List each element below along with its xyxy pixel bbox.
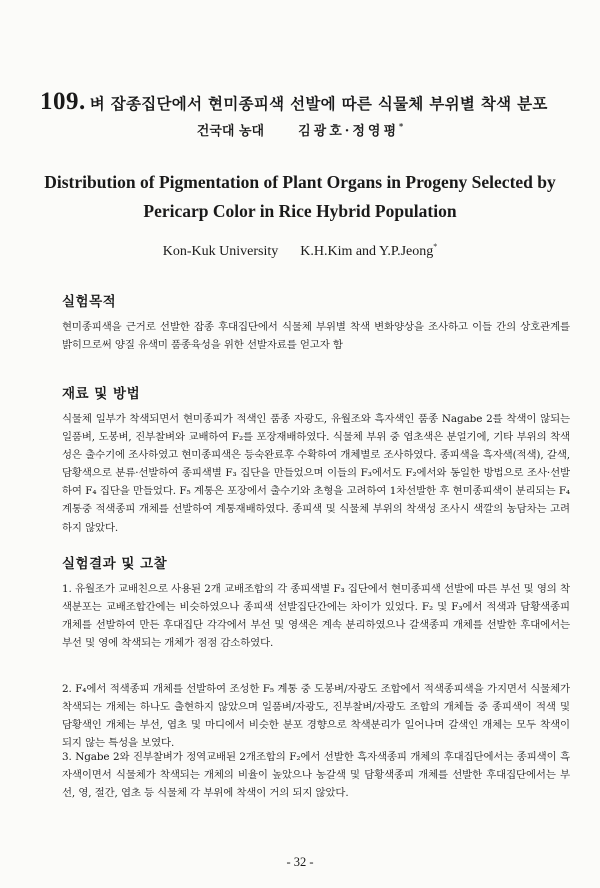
english-title [0,168,600,226]
korean-byline [0,120,600,139]
english-byline [0,242,600,260]
abstract-number: 109. [40,88,86,115]
korean-title: 벼 잡종집단에서 현미종피색 선발에 따른 식물체 부위별 착색 분포 [89,94,548,113]
methods-text: 식물체 일부가 착색되면서 현미종피가 적색인 품종 자광도, 유월조와 흑자색인 품종 Nagabe 2를 착색이 않되는 일품벼, 도봉벼, 진부찰벼와 교배하여 F₂를 포장재배하였다. 식물체 부위 중 엽초색은 분얼기에, 기타 부위의 착색성은 출수기에 조사하였고 현미종피색은 등숙완료후 수확하여 개체별로 조사하였다. 종피색을 흑자색(적색), 갈색, 담황색으로 분류·선발하여 종피색별 F₃ 집단을 만들었으며 이들의 F₃에서도 F₂에서와 동일한 방법으로 조사·선발하여 F₄ 집단을 만들었다. F₅ 계통은 포장에서 출수기와 초형을 고려하여 1차선발한 후 현미종피색이 분리되는 F₄ 계통중 적색종피 개체를 선발하여 계통재배하였다. 종피색 및 식물체 부위의 착색성 조사시 색깔의 농담차는 고려하지 않았다. [62,413,570,534]
objective-text: 현미종피색을 근거로 선발한 잡종 후대집단에서 식물체 부위별 착색 변화양상을 조사하고 이들 간의 상호관계를 밝히므로써 양질 유색미 품종육성을 위한 선발자료를 얻고자 함 [62,321,570,352]
results-item-3: 3. Ngabe 2와 진부찰벼가 정역교배된 2개조합의 F₂에서 선발한 흑자색종피 개체의 후대집단에서는 종피색이 흑자색이면서 식물체가 착색되는 개체의 비율이 높았으나 농갈색 및 담황색종피 개체를 선발한 후대집단에서는 부선, 영, 절간, 엽초 등 식물체 각 부위에 착색이 거의 되지 않았다. [62,751,570,800]
results-item-1: 1. 유월조가 교배친으로 사용된 2개 교배조합의 각 종피색별 F₃ 집단에서 현미종피색 선발에 따른 부선 및 영의 착색분포는 교배조합간에는 비슷하였으나 종피색 선발집단간에는 차이가 있었다. F₂ 및 F₃에서 적색과 담황색종피 개체를 선발하여 만든 후대집단 각각에서 부선 및 영색은 계속 분리하였으나 갈색종피 개체를 선발한 후대에서는 부선 및 영에 착색되는 개체가 점점 감소하였다. [62,583,570,650]
english-title-line-1: Distribution of Pigmentation of Plant Organs in Progeny Selected by [44,172,556,192]
korean-affiliation: 건국대 농대 [196,124,265,139]
english-title-line-2: Pericarp Color in Rice Hybrid Population [143,201,457,221]
english-affiliation: Kon-Kuk University [162,244,279,259]
methods-heading: 재료 및 방법 [62,386,141,402]
page-number: - 32 - [286,855,314,869]
english-authors: K.H.Kim and Y.P.Jeong [300,244,434,259]
results-item-2: 2. F₄에서 적색종피 개체를 선발하여 조성한 F₅ 계통 중 도봉벼/자광도 조합에서 적색종피색을 가지면서 식물체가 착색되는 개체는 하나도 출현하지 않았으며 일품벼/자광도, 진부찰벼/자광도 조합의 개체들 중 종피색이 적색 및 담황색인 개체는 부선, 엽초 및 마디에서 비슷한 분포 경향으로 착색분리가 일어나며 갈색인 개체는 모두 착색이 되지 않는 특성을 보였다. [62,683,570,750]
korean-author-mark: * [399,121,404,131]
paper-title-row [40,88,580,116]
korean-authors: 김광호·정영평 [298,124,399,139]
objective-heading: 실험목적 [62,294,117,310]
english-author-mark: * [433,242,438,251]
results-heading: 실험결과 및 고찰 [62,556,168,572]
